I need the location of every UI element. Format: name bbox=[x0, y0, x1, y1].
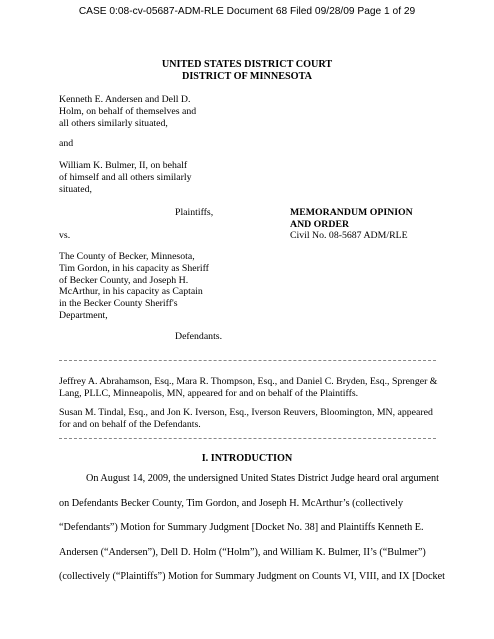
and-label: and bbox=[59, 138, 74, 149]
caption-line: Holm, on behalf of themselves and bbox=[59, 105, 197, 117]
memo-title-line: MEMORANDUM OPINION bbox=[290, 207, 413, 218]
counsel-line: Jeffrey A. Abrahamson, Esq., Mara R. Thompson, Esq., and Daniel C. Bryden, Esq., Sprenger & bbox=[59, 376, 438, 387]
plaintiffs-label: Plaintiffs, bbox=[175, 207, 214, 218]
defendants-label: Defendants. bbox=[175, 331, 223, 342]
body-line: (collectively (“Plaintiffs”) Motion for Summary Judgment on Counts VI, VIII, and IX [Docket bbox=[59, 571, 445, 582]
caption-line: all others similarly situated, bbox=[59, 117, 168, 129]
section-heading: I. INTRODUCTION bbox=[201, 453, 293, 464]
caption-line: Department, bbox=[59, 309, 108, 321]
caption-line: Kenneth E. Andersen and Dell D. bbox=[59, 94, 191, 105]
divider bbox=[59, 360, 436, 361]
body-line: Andersen (“Andersen”), Dell D. Holm (“Holm”), and William K. Bulmer, II’s (“Bulmer”) bbox=[59, 547, 426, 558]
memo-title-line: AND ORDER bbox=[290, 218, 350, 230]
counsel-line: Susan M. Tindal, Esq., and Jon K. Iverson, Esq., Iverson Reuvers, Bloomington, MN, appeared bbox=[59, 407, 433, 418]
defendants-caption bbox=[59, 251, 209, 322]
caption-line: The County of Becker, Minnesota, bbox=[59, 251, 195, 262]
caption-line: of himself and all others similarly bbox=[59, 171, 192, 183]
court-name: UNITED STATES DISTRICT COURT bbox=[161, 59, 333, 70]
defendants-counsel bbox=[59, 407, 433, 431]
caption-line: Tim Gordon, in his capacity as Sheriff bbox=[59, 262, 209, 274]
caption-line: situated, bbox=[59, 183, 92, 195]
caption-line: William K. Bulmer, II, on behalf bbox=[59, 160, 188, 171]
caption-line: McArthur, in his capacity as Captain bbox=[59, 286, 203, 298]
court-district: DISTRICT OF MINNESOTA bbox=[181, 71, 312, 82]
civil-number: Civil No. 08-5687 ADM/RLE bbox=[290, 230, 408, 241]
counsel-line: Lang, PLLC, Minneapolis, MN, appeared for and on behalf of the Plaintiffs. bbox=[59, 387, 359, 399]
plaintiffs-caption bbox=[59, 94, 196, 129]
divider bbox=[59, 438, 436, 439]
plaintiff2-caption bbox=[59, 160, 192, 195]
body-line: On August 14, 2009, the undersigned United States District Judge heard oral argument bbox=[86, 473, 439, 484]
plaintiffs-counsel bbox=[59, 376, 437, 400]
body-line: on Defendants Becker County, Tim Gordon, and Joseph H. McArthur’s (collectively bbox=[59, 498, 404, 509]
vs-label: vs. bbox=[59, 230, 71, 241]
caption-line: in the Becker County Sheriff's bbox=[59, 298, 178, 310]
filing-header: CASE 0:08-cv-05687-ADM-RLE Document 68 Filed 09/28/09 Page 1 of 29 bbox=[78, 6, 416, 17]
counsel-line: for and on behalf of the Defendants. bbox=[59, 418, 201, 430]
caption-line: of Becker County, and Joseph H. bbox=[59, 274, 189, 286]
memo-title bbox=[290, 207, 413, 231]
body-line: “Defendants”) Motion for Summary Judgment [Docket No. 38] and Plaintiffs Kenneth E. bbox=[59, 522, 424, 533]
